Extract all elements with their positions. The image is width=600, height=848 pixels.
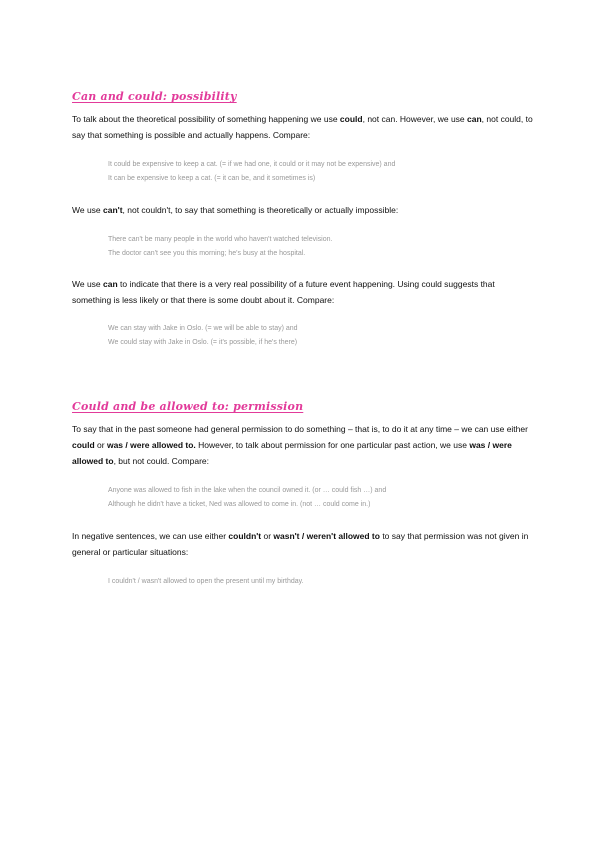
paragraph: In negative sentences, we can use either couldn't or wasn't / weren't allowed to to say that permission was not given in general or particular situations: <box>72 531 529 557</box>
example-block <box>108 233 528 260</box>
example-sentence: There can't be many people in the world who haven't watched television. <box>108 236 333 243</box>
example-sentence: I couldn't / wasn't allowed to open the present until my birthday. <box>108 578 304 585</box>
paragraph: We use can't, not couldn't, to say that something is theoretically or actually impossible: <box>72 205 399 215</box>
example-sentence: It could be expensive to keep a cat. (= if we had one, it could or it may not be expensive) and <box>108 161 396 168</box>
example-sentence: Although he didn't have a ticket, Ned was allowed to come in. (not … could come in.) <box>108 500 371 508</box>
example-sentence: The doctor can't see you this morning; he's busy at the hospital. <box>108 249 306 257</box>
paragraph: To say that in the past someone had general permission to do something – that is, to do it at any time – we can use either could or was / were allowed to. However, to talk about permission for one particular past action, we use was / were allowed to, but not could. Compare: <box>72 424 528 466</box>
section-heading-permission: Could and be allowed to: permission <box>72 400 304 413</box>
example-sentence: It can be expensive to keep a cat. (= it can be, and it sometimes is) <box>108 174 316 182</box>
paragraph: We use can to indicate that there is a very real possibility of a future event happening. Using could suggests that something is less likely or that there is some doubt about it. Compare: <box>72 279 495 305</box>
example-sentence: We can stay with Jake in Oslo. (= we will be able to stay) and <box>108 325 298 332</box>
section-heading-possibility: Can and could: possibility <box>72 90 237 103</box>
example-sentence: We could stay with Jake in Oslo. (= it's possible, if he's there) <box>108 338 298 346</box>
example-block <box>108 322 528 349</box>
example-block <box>108 484 528 511</box>
example-block <box>108 158 528 185</box>
example-block <box>108 575 528 589</box>
example-sentence: Anyone was allowed to fish in the lake when the council owned it. (or … could fish …) and <box>108 487 387 494</box>
paragraph: To talk about the theoretical possibility of something happening we use could, not can. However, we use can, not could, to say that something is possible and actually happens. Compare: <box>72 114 533 140</box>
